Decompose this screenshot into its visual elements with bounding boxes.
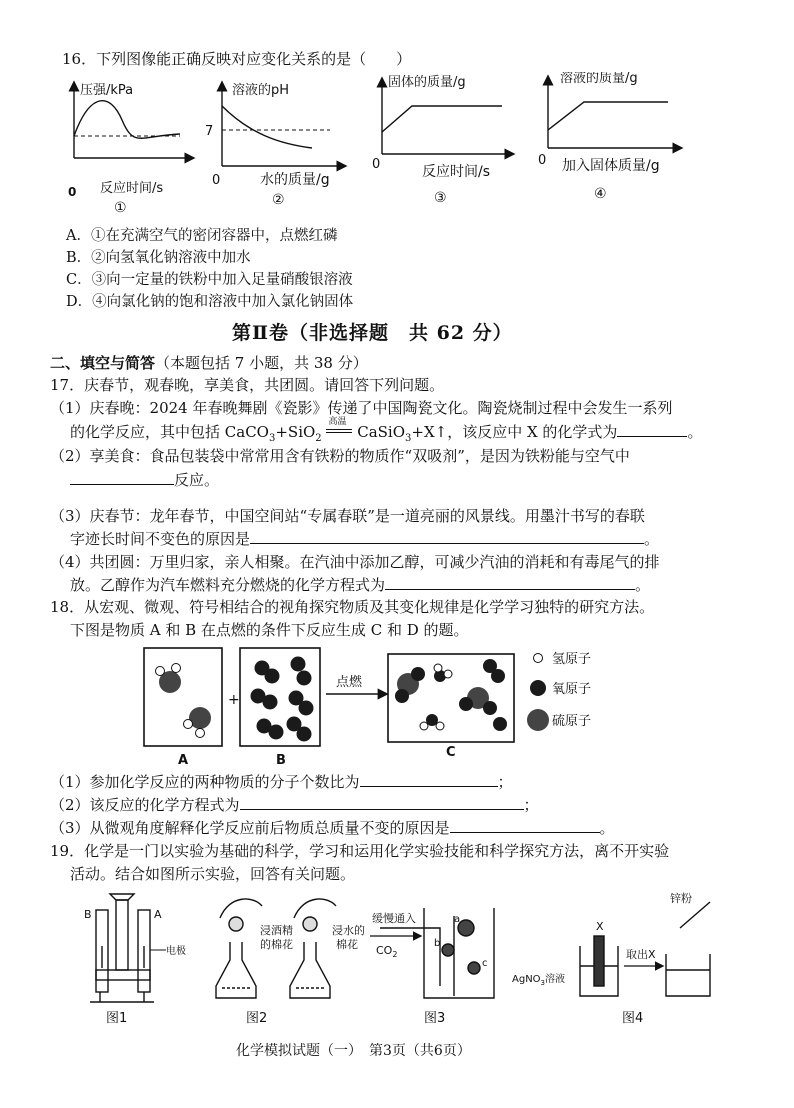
fig3-gas-formula	[376, 944, 397, 959]
graph-3-origin: 0	[372, 157, 381, 172]
graph-4-origin: 0	[538, 153, 547, 168]
fig1-electrolysis	[90, 894, 154, 1002]
graph-2-tick: 7	[205, 124, 214, 139]
q17-p1-text-1: 的化学反应，其中包括 CaCO	[70, 423, 269, 441]
q17-p3-line1: （3）庆春节：龙年春节，中国空间站“专属春联”是一道亮丽的风景线。用墨汁书写的春联	[50, 507, 645, 525]
graph-4	[538, 72, 678, 202]
q17-p4-line1: （4）共团圆：万里归家，亲人相聚。在汽油中添加乙醇，可减少汽油的消耗和有毒尾气的排	[50, 553, 660, 571]
graph-3-xlabel: 反应时间/s	[422, 164, 491, 180]
q17-reaction-arrow	[326, 417, 352, 437]
fig4-zinc: 锌粉	[670, 892, 692, 905]
fig3-label-b: b	[434, 938, 441, 949]
legend-sulfur: 硫原子	[552, 714, 592, 729]
fig1-label-b: B	[84, 908, 92, 921]
graph-1-origin: 0	[68, 185, 77, 199]
q19-figures	[70, 886, 730, 1032]
q17-stem: 17．庆春节，观春晚，享美食，共团圆。请回答下列问题。	[50, 376, 445, 394]
q18-p3-end: 。	[599, 819, 615, 837]
fig1-electrode: 电极	[166, 946, 186, 957]
q19-stem-2: 活动。结合如图所示实验，回答有关问题。	[70, 865, 356, 883]
q18-stem-2: 下图是物质 A 和 B 在点燃的条件下反应生成 C 和 D 的题。	[70, 621, 469, 639]
label-c: C	[446, 745, 456, 760]
graph-4-xlabel: 加入固体质量/g	[562, 158, 660, 174]
atom-legend	[527, 652, 591, 731]
q17-p1-blank[interactable]	[617, 436, 687, 437]
q16-stem: 16．下列图像能正确反映对应变化关系的是（ ）	[62, 50, 412, 68]
section-2-title: 第Ⅱ卷（非选择题 共 62 分）	[232, 322, 513, 344]
q18-p3	[50, 817, 615, 838]
q18-p1-end: ；	[497, 773, 513, 791]
fig4-caption: 图4	[622, 1011, 644, 1026]
q19-stem: 19．化学是一门以实验为基础的科学，学习和运用化学实验技能和科学探究方法，离不开实验	[50, 842, 670, 860]
fig4-agno3-text: AgNO	[512, 974, 541, 985]
legend-oxygen: 氧原子	[552, 682, 592, 697]
graph-4-index: ④	[594, 186, 607, 202]
fig2-left-label-1: 浸酒精	[260, 924, 293, 937]
graph-2-ylabel: 溶液的pH	[232, 83, 290, 98]
q17-p4-text: 放。乙醇作为汽车燃料充分燃烧的化学方程式为	[70, 576, 386, 594]
q17-p4-blank[interactable]	[385, 589, 635, 590]
fig3-gas-sub: 2	[392, 950, 398, 959]
box-a-molecules	[156, 664, 212, 738]
q17-p1-sub-3: 3	[405, 433, 412, 444]
section-2-subtitle-bold: 二、填空与简答	[50, 354, 156, 372]
q18-p2	[50, 794, 539, 815]
q17-p1-end: 。	[687, 423, 703, 441]
graph-1-ylabel: 压强/kPa	[80, 83, 134, 98]
fig2-right-label-2: 棉花	[336, 938, 358, 951]
q18-p1	[50, 771, 513, 792]
fig3-caption: 图3	[424, 1011, 446, 1026]
label-b: B	[276, 753, 286, 768]
q16-option-d: D．④向氯化钠的饱和溶液中加入氯化钠固体	[66, 294, 354, 310]
fig4-agno3-rest: 溶液	[545, 974, 566, 985]
graph-3	[372, 74, 510, 206]
fig2-left-label-2: 的棉花	[260, 938, 293, 951]
q18-p2-end: ；	[523, 796, 539, 814]
q18-p1-text: （1）参加化学反应的两种物质的分子个数比为	[50, 773, 360, 791]
graph-3-ylabel: 固体的质量/g	[388, 75, 466, 90]
q17-p1-text-3: CaSiO	[352, 423, 406, 441]
fig3-gas-label: 缓慢通入	[372, 912, 416, 925]
plus-sign: +	[228, 692, 240, 708]
q17-p4-line2	[70, 574, 650, 595]
q17-p3-line2	[70, 528, 659, 549]
q18-p1-blank[interactable]	[360, 786, 498, 787]
q17-reaction-condition: 高温	[328, 417, 347, 427]
q18-p3-text: （3）从微观角度解释化学反应前后物质总质量不变的原因是	[50, 819, 450, 837]
q17-p2-line1: （2）享美食：食品包装袋中常常用含有铁粉的物质作“双吸剂”，是因为铁粉能与空气中	[50, 447, 630, 465]
fig4-agno3	[512, 972, 565, 987]
graph-1-xlabel: 反应时间/s	[100, 181, 164, 196]
q17-p1-text-2: +SiO	[275, 423, 316, 441]
fig1-caption: 图1	[106, 1011, 128, 1026]
section-2-subtitle	[50, 352, 368, 373]
q18-stem: 18．从宏观、微观、符号相结合的视角探究物质及其变化规律是化学学习独特的研究方法。	[50, 598, 655, 616]
graph-2-index: ②	[272, 192, 285, 208]
graph-3-index: ③	[434, 190, 447, 206]
graph-4-ylabel: 溶液的质量/g	[560, 72, 638, 86]
fig3-gas-co: CO	[376, 944, 393, 957]
box-b-molecules	[251, 657, 314, 742]
q17-p3-text: 字迹长时间不变色的原因是	[70, 530, 251, 548]
q17-p1-sub-2: 2	[315, 433, 322, 444]
box-a	[144, 648, 222, 746]
q17-p4-end: 。	[635, 576, 651, 594]
fig2-caption: 图2	[246, 1011, 268, 1026]
q17-p1-line1: （1）庆春晚：2024 年春晚舞剧《瓷影》传递了中国陶瓷文化。陶瓷烧制过程中会发生一系列	[50, 399, 673, 417]
graph-2	[205, 82, 342, 208]
q17-p2-blank[interactable]	[70, 484, 174, 485]
box-c-molecules	[395, 659, 507, 731]
q17-p3-blank[interactable]	[250, 543, 644, 544]
q18-p2-blank[interactable]	[240, 809, 524, 810]
fig4-take-x: 取出X	[626, 948, 656, 961]
fig1-label-a: A	[154, 908, 162, 921]
q16-graphs	[60, 72, 750, 222]
section-2-subtitle-rest: （本题包括 7 小题，共 38 分）	[155, 354, 368, 372]
q18-molecule-diagram	[140, 644, 680, 770]
graph-2-origin: 0	[212, 173, 221, 188]
q17-p1-line2	[70, 417, 703, 444]
fig4-agno3-sub: 3	[540, 979, 546, 987]
fig3-label-c: c	[482, 958, 488, 969]
q17-p1-text-4: +X↑，该反应中 X 的化学式为	[411, 423, 618, 441]
arrow-condition: 点燃	[336, 675, 363, 690]
q16-option-a: A．①在充满空气的密闭容器中，点燃红磷	[66, 228, 338, 244]
graph-2-xlabel: 水的质量/g	[260, 172, 330, 188]
page-footer: 化学模拟试题（一） 第3页（共6页）	[236, 1043, 471, 1059]
q17-p3-end: 。	[644, 530, 660, 548]
label-a: A	[178, 753, 189, 768]
fig4-label-x: X	[596, 920, 604, 933]
q17-p1-sub-1: 3	[268, 433, 276, 444]
q18-p3-blank[interactable]	[450, 832, 600, 833]
q16-option-c: C．③向一定量的铁粉中加入足量硝酸银溶液	[66, 272, 353, 288]
q16-option-b: B．②向氢氧化钠溶液中加水	[66, 250, 251, 266]
fig2-right-label-1: 浸水的	[332, 924, 365, 937]
legend-hydrogen: 氢原子	[552, 652, 592, 667]
q17-p2-line2	[70, 469, 219, 490]
q18-p2-text: （2）该反应的化学方程式为	[50, 796, 240, 814]
graph-1	[68, 83, 190, 216]
q17-p2-text: 反应。	[174, 471, 220, 489]
graph-1-index: ①	[114, 200, 127, 216]
fig3-label-a: a	[454, 914, 461, 925]
